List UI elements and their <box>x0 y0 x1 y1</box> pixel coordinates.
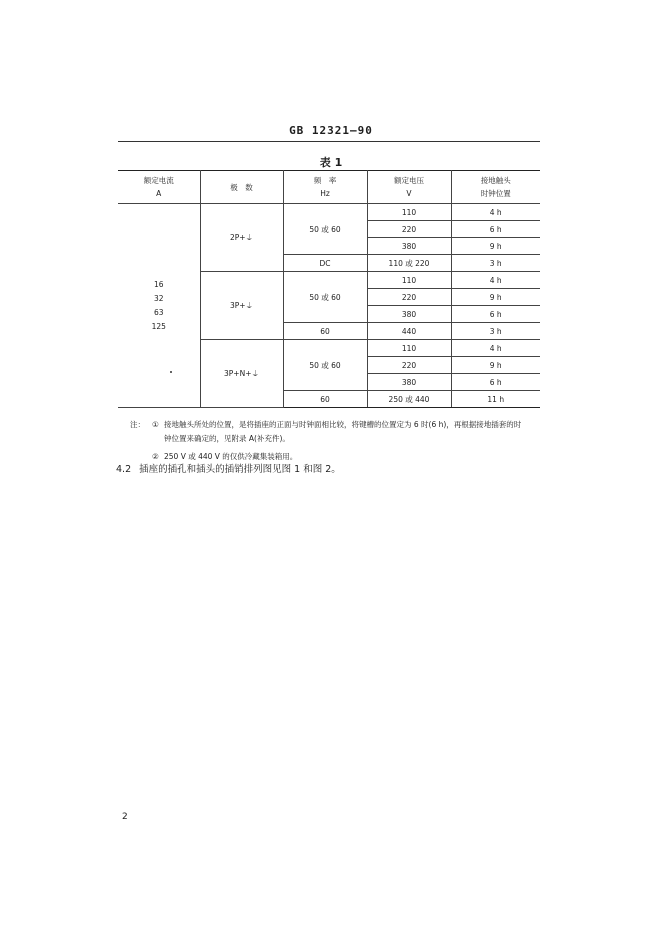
poles-cell: 3P+⏚ <box>200 272 283 340</box>
note-text: 250 V 或 440 V 的仅供冷藏集装箱用。 <box>164 452 298 461</box>
voltage-cell: 220 <box>367 221 451 238</box>
voltage-cell: 220 <box>367 357 451 374</box>
position-cell: 4 h <box>451 340 540 357</box>
page-number: 2 <box>122 812 128 822</box>
frequency-cell: 60 <box>283 391 367 408</box>
position-cell: 9 h <box>451 289 540 306</box>
poles-cell: 2P+⏚ <box>200 204 283 272</box>
poles-cell: 3P+N+⏚ <box>200 340 283 408</box>
position-cell: 6 h <box>451 374 540 391</box>
position-cell: 6 h <box>451 221 540 238</box>
section-4-2 <box>116 461 536 475</box>
current-value: 125 <box>151 321 166 331</box>
current-value: 32 <box>153 293 164 303</box>
header-rule <box>118 141 540 142</box>
col-header-frequency: 频 率 Hz <box>283 171 367 204</box>
frequency-cell: 60 <box>283 323 367 340</box>
position-cell: 4 h <box>451 272 540 289</box>
voltage-cell: 380 <box>367 306 451 323</box>
note-mark: ① <box>152 420 159 429</box>
current-values-cell <box>118 204 200 408</box>
table-title: 表 1 <box>319 156 343 169</box>
table-row <box>118 204 540 221</box>
position-cell: 11 h <box>451 391 540 408</box>
position-cell: 9 h <box>451 357 540 374</box>
note-mark: ② <box>152 452 159 461</box>
rating-table <box>118 170 540 408</box>
position-cell: 3 h <box>451 323 540 340</box>
position-cell: 9 h <box>451 238 540 255</box>
voltage-cell: 440 <box>367 323 451 340</box>
position-cell: 4 h <box>451 204 540 221</box>
voltage-cell: 380 <box>367 238 451 255</box>
note-item <box>130 418 535 432</box>
frequency-cell: DC <box>283 255 367 272</box>
col-header-position: 接地触头 时钟位置 <box>451 171 540 204</box>
table-notes <box>130 418 535 464</box>
voltage-cell: 250 或 440 <box>367 391 451 408</box>
current-value: 63 <box>153 307 164 317</box>
voltage-cell: 110 或 220 <box>367 255 451 272</box>
section-number: 4.2 <box>116 464 132 475</box>
position-cell: 6 h <box>451 306 540 323</box>
voltage-cell: 220 <box>367 289 451 306</box>
frequency-cell: 50 或 60 <box>283 272 367 323</box>
frequency-cell: 50 或 60 <box>283 340 367 391</box>
voltage-cell: 110 <box>367 272 451 289</box>
note-prefix: 注： <box>130 420 145 429</box>
frequency-cell: 50 或 60 <box>283 204 367 255</box>
standard-header: GB 12321—90 <box>289 124 373 137</box>
col-header-voltage: 额定电压 V <box>367 171 451 204</box>
voltage-cell: 110 <box>367 340 451 357</box>
position-cell: 3 h <box>451 255 540 272</box>
table-header-row <box>118 171 540 204</box>
col-header-current: 额定电流 A <box>118 171 200 204</box>
voltage-cell: 380 <box>367 374 451 391</box>
section-text: 插座的插孔和插头的插销排列图见图 1 和图 2。 <box>139 464 341 475</box>
note-continuation: 钟位置来确定的，见附录 A(补充件)。 <box>164 434 290 443</box>
voltage-cell: 110 <box>367 204 451 221</box>
current-value: 16 <box>153 279 164 289</box>
col-header-poles: 极 数 <box>200 171 283 204</box>
scan-speck <box>170 371 172 373</box>
note-text: 接地触头所处的位置，是将插座的正面与时钟面相比较，将键槽的位置定为 6 时(6 h)，再根据接地插套的时 <box>164 420 522 429</box>
